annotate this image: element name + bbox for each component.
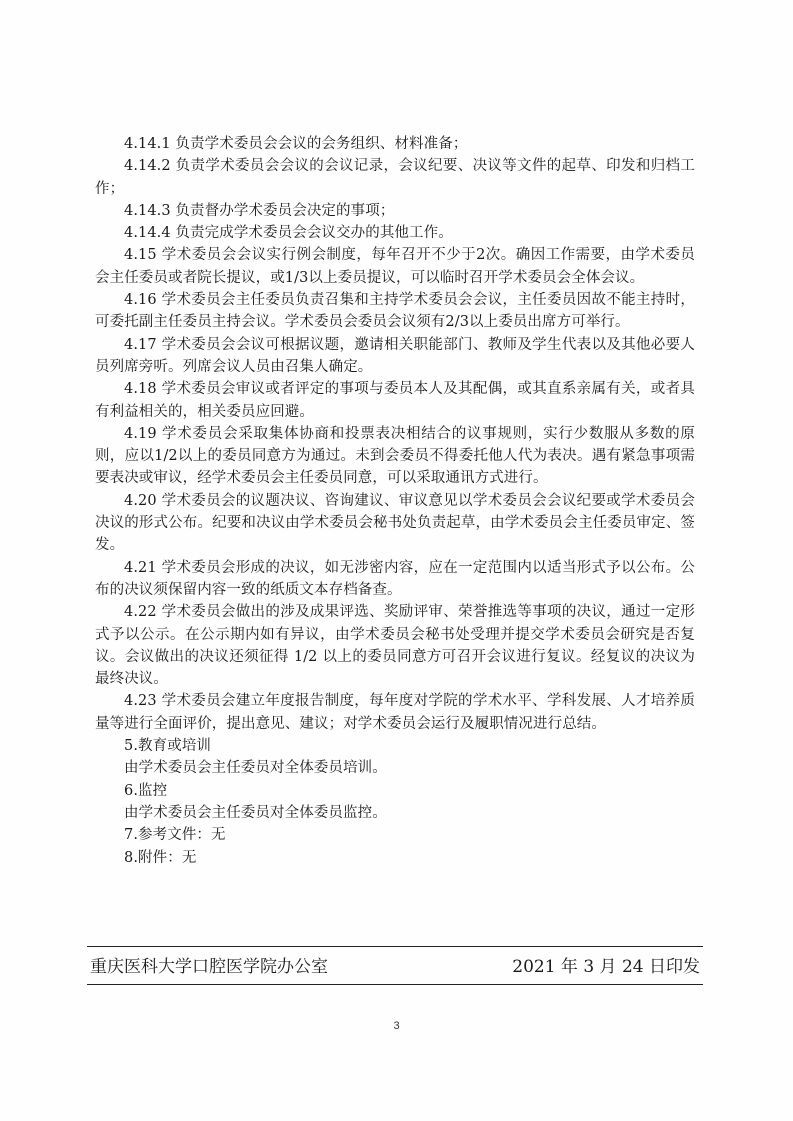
paragraph: 由学术委员会主任委员对全体委员监控。: [124, 804, 387, 821]
paragraph: 4.23 学术委员会建立年度报告制度，每年度对学院的学术水平、学科发展、人才培养质量等进行全面评价，提出意见、建议；对学术委员会运行及履职情况进行总结。: [95, 693, 695, 732]
paragraph: 4.17 学术委员会会议可根据议题，邀请相关职能部门、教师及学生代表以及其他必要人员列席旁听。列席会议人员由召集人确定。: [95, 336, 695, 375]
paragraph: 由学术委员会主任委员对全体委员培训。: [124, 760, 387, 777]
paragraph: 4.14.1 负责学术委员会会议的会务组织、材料准备；: [124, 136, 468, 152]
paragraph: 5.教育或培训: [124, 738, 212, 755]
paragraph: 4.14.4 负责完成学术委员会会议交办的其他工作。: [124, 225, 453, 242]
document-footer: [87, 946, 703, 985]
footer-bottom-rule: [87, 984, 703, 985]
paragraph: 6.监控: [124, 782, 168, 799]
paragraph: 4.22 学术委员会做出的涉及成果评选、奖励评审、荣誉推选等事项的决议，通过一定形式予以公示。在公示期内如有异议，由学术委员会秘书处受理并提交学术委员会研究是否复议。会议做出的决议还须征得 1/2 以上的委员同意方可召开会议进行复议。经复议的决议为最终决议。: [95, 604, 695, 688]
paragraph: 4.14.3 负责督办学术委员会决定的事项；: [124, 202, 395, 219]
document-body: [95, 133, 695, 869]
paragraph: 4.19 学术委员会采取集体协商和投票表决相结合的议事规则，实行少数服从多数的原则，应以1/2以上的委员同意方为通过。未到会委员不得委托他人代为表决。遇有紧急事项需要表决或审议，经学术委员会主任委员同意，可以采取通讯方式进行。: [95, 425, 695, 487]
paragraph: 4.21 学术委员会形成的决议，如无涉密内容，应在一定范围内以适当形式予以公布。公布的决议须保留内容一致的纸质文本存档备查。: [95, 559, 695, 598]
paragraph: 8.附件：无: [124, 849, 197, 866]
paragraph: 4.18 学术委员会审议或者评定的事项与委员本人及其配偶，或其直系亲属有关，或者具有利益相关的，相关委员应回避。: [95, 381, 695, 420]
footer-date: 2021 年 3 月 24 日印发: [512, 956, 700, 977]
paragraph: 4.20 学术委员会的议题决议、咨询建议、审议意见以学术委员会会议纪要或学术委员会决议的形式公布。纪要和决议由学术委员会秘书处负责起草，由学术委员会主任委员审定、签发。: [95, 492, 695, 554]
paragraph: 4.15 学术委员会会议实行例会制度，每年召开不少于2次。确因工作需要，由学术委员会主任委员或者院长提议，或1/3以上委员提议，可以临时召开学术委员会全体会议。: [95, 247, 695, 286]
footer-row: [87, 947, 703, 981]
footer-issuer: 重庆医科大学口腔医学院办公室: [90, 956, 328, 977]
page-number: 3: [393, 1020, 400, 1032]
paragraph: 7.参考文件：无: [124, 827, 226, 844]
paragraph: 4.14.2 负责学术委员会会议的会议记录，会议纪要、决议等文件的起草、印发和归档工作；: [95, 158, 695, 197]
paragraph: 4.16 学术委员会主任委员负责召集和主持学术委员会会议，主任委员因故不能主持时，可委托副主任委员主持会议。学术委员会委员会议须有2/3以上委员出席方可举行。: [95, 292, 695, 331]
